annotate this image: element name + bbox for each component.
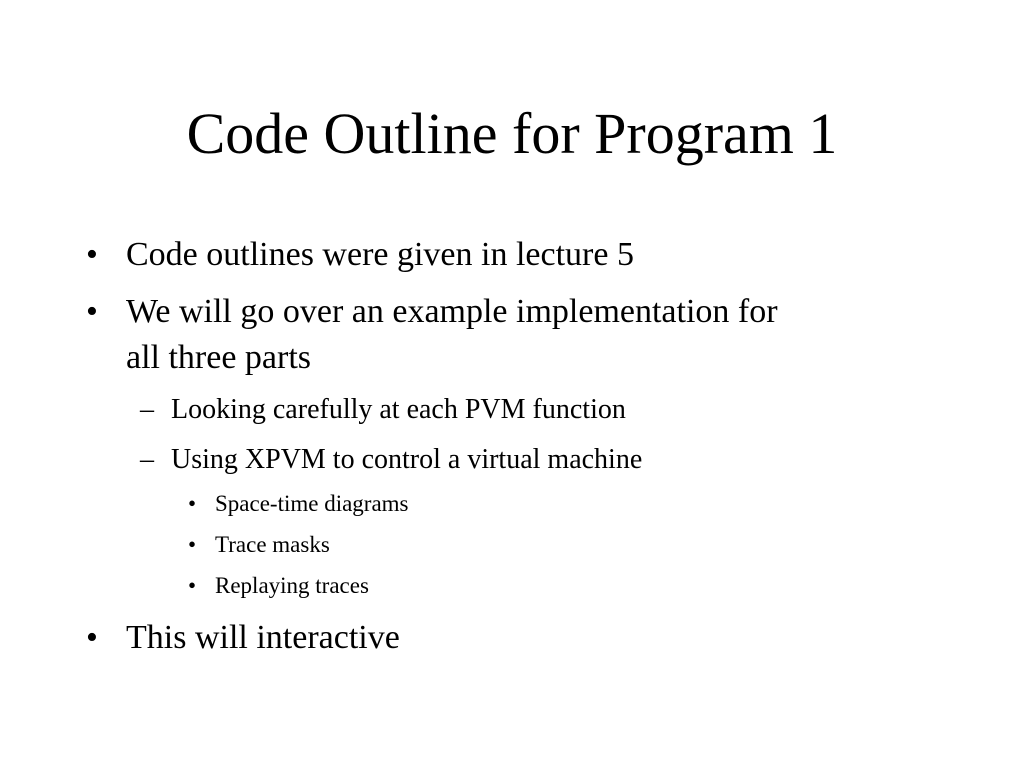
bullet-marker: • [86, 236, 98, 273]
slide-title: Code Outline for Program 1 [186, 101, 838, 166]
bullet-marker: • [86, 619, 98, 656]
sub-sub-bullet-text: Trace masks [215, 532, 330, 557]
bullet-marker: • [188, 532, 197, 557]
bullet-marker: • [86, 293, 98, 330]
sub-sub-bullet-text: Replaying traces [215, 573, 369, 598]
dash-marker: – [140, 444, 154, 475]
bullet-marker: • [188, 573, 197, 598]
sub-bullet-text: Using XPVM to control a virtual machine [171, 444, 643, 475]
bullet-continuation-text: all three parts [126, 339, 312, 376]
sub-bullet-text: Looking carefully at each PVM function [171, 394, 626, 425]
dash-marker: – [140, 394, 154, 425]
bullet-text: Code outlines were given in lecture 5 [126, 236, 634, 273]
bullet-text: We will go over an example implementation for [126, 293, 778, 330]
bullet-text: This will interactive [126, 619, 400, 656]
bullet-continuation [126, 335, 311, 381]
bullet-marker: • [188, 491, 197, 516]
sub-sub-bullet-text: Space-time diagrams [215, 491, 409, 516]
